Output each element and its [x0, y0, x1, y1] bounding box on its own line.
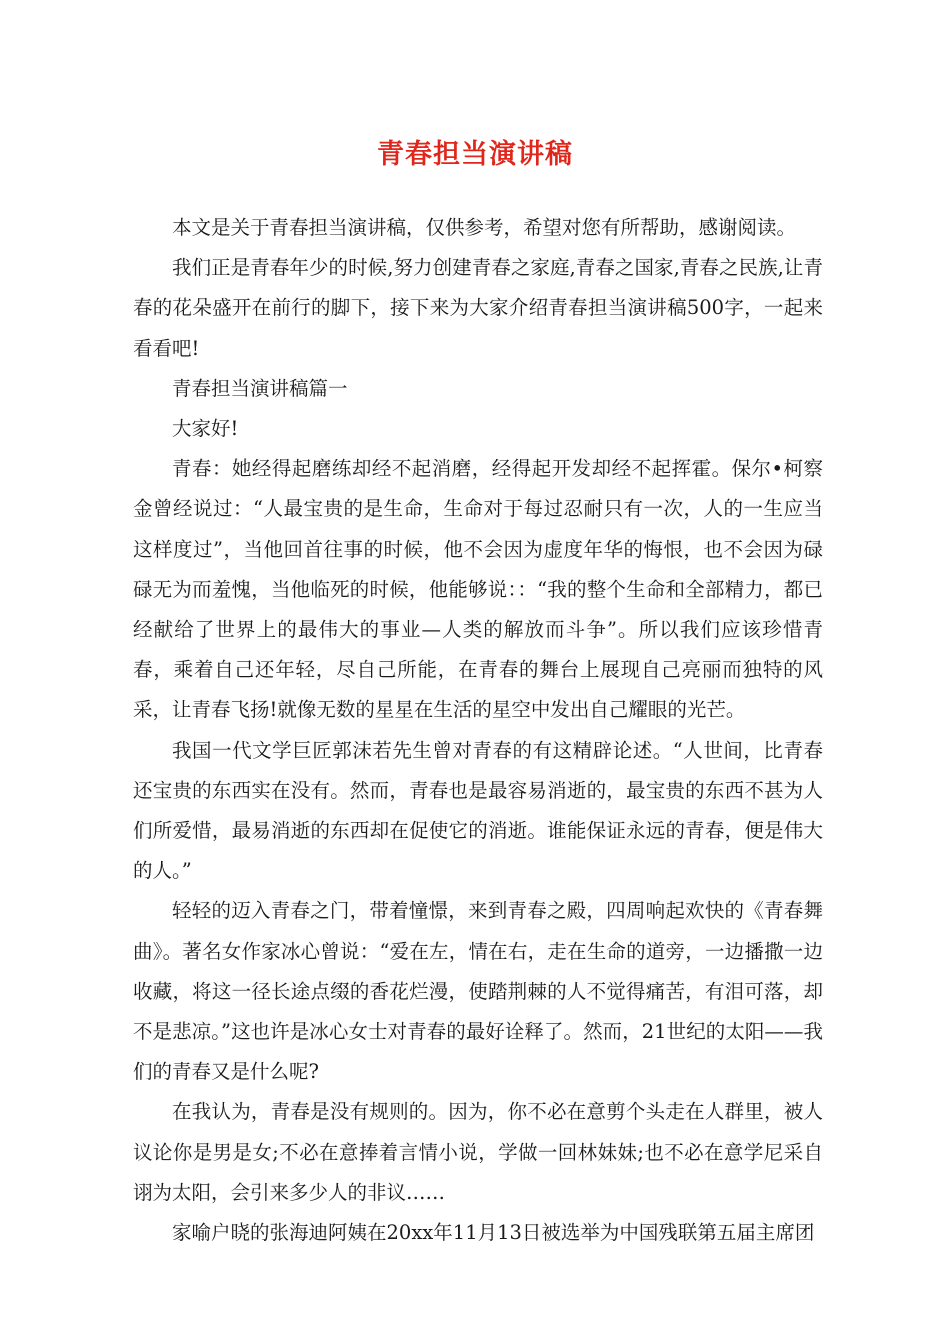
greeting: 大家好!: [172, 417, 239, 441]
paragraph-lead: 我们正是青春年少的时候,努力创建青春之家庭,青春之国家,青春之民族,让青春的花朵盛开在前行的脚下，接下来为大家介绍青春担当演讲稿500字，一起来看看吧!: [133, 256, 823, 360]
page-title: 青春担当演讲稿: [377, 139, 573, 170]
paragraph-intro: 本文是关于青春担当演讲稿，仅供参考，希望对您有所帮助，感谢阅读。: [172, 216, 797, 239]
paragraph: 在我认为，青春是没有规则的。因为，你不必在意剪个头走在人群里，被人议论你是男是女;不必在意捧着言情小说，学做一回林妹妹;也不必在意学尼采自诩为太阳，会引来多少人的非议……: [133, 1100, 823, 1204]
paragraph: 轻轻的迈入青春之门，带着憧憬，来到青春之殿，四周响起欢快的《青春舞曲》。著名女作家冰心曾说：“爱在左，情在右，走在生命的道旁，一边播撒一边收藏，将这一径长途点缀的香花烂漫，使踏荆棘的人不觉得痛苦，有泪可落，却不是悲凉。”这也许是冰心女士对青春的最好诠释了。然而，21世纪的太阳——我们的青春又是什么呢?: [133, 899, 823, 1084]
paragraph: 我国一代文学巨匠郭沫若先生曾对青春的有这精辟论述。“人世间，比青春还宝贵的东西实在没有。然而，青春也是最容易消逝的，最宝贵的东西不甚为人们所爱惜，最易消逝的东西却在促使它的消逝。谁能保证永远的青春，便是伟大的人。”: [133, 738, 823, 883]
section-heading: 青春担当演讲稿篇一: [172, 376, 348, 400]
paragraph: 家喻户晓的张海迪阿姨在20xx年11月13日被选举为中国残联第五届主席团: [172, 1221, 815, 1245]
paragraph: 青春：她经得起磨练却经不起消磨，经得起开发却经不起挥霍。保尔•柯察金曾经说过：“人最宝贵的是生命，生命对于每过忍耐只有一次，人的一生应当这样度过”，当他回首往事的时候，他不会因为虚度年华的悔恨，也不会因为碌碌无为而羞愧，当他临死的时候，他能够说：：“我的整个生命和全部精力，都已经献给了世界上的最伟大的事业—人类的解放而斗争”。所以我们应该珍惜青春，乘着自己还年轻，尽自己所能，在青春的舞台上展现自己亮丽而独特的风采，让青春飞扬!就像无数的星星在生活的星空中发出自己耀眼的光芒。: [133, 457, 823, 722]
document-body: [133, 208, 823, 1253]
